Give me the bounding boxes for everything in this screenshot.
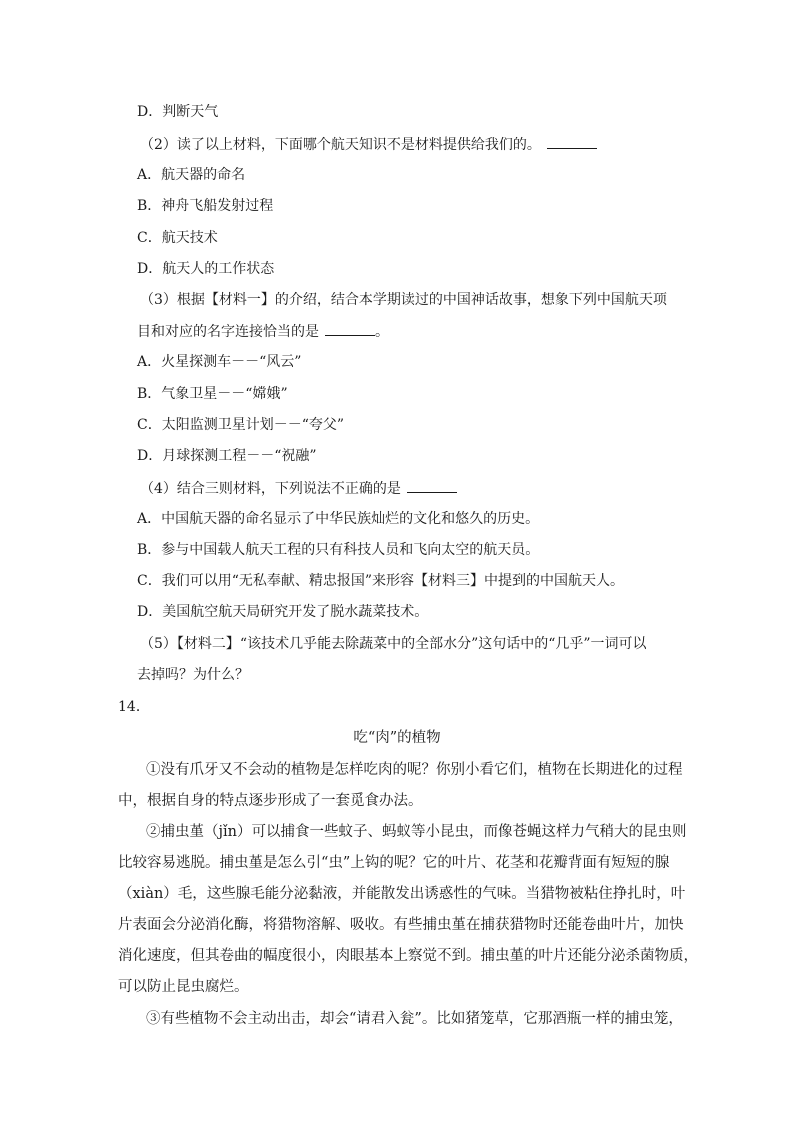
passage-line: （xiàn）毛，这些腺毛能分泌黏液，并能散发出诱惑性的气味。当猎物被粘住挣扎时，叶 (118, 886, 686, 902)
passage-line: 中，根据自身的特点逐步形成了一套觅食办法。 (118, 793, 423, 809)
q13-2-option-a: A．航天器的命名 (137, 167, 246, 183)
answer-blank[interactable] (407, 478, 457, 493)
passage-line: 消化速度，但其卷曲的幅度很小，肉眼基本上察觉不到。捕虫堇的叶片还能分泌杀菌物质， (118, 948, 698, 964)
passage-line: 片表面会分泌消化酶，将猎物溶解、吸收。有些捕虫堇在捕获猎物时还能卷曲叶片，加快 (118, 917, 684, 933)
passage-line: ③有些植物不会主动出击，却会“请君入瓮”。比如猪笼草，它那酒瓶一样的捕虫笼， (146, 1011, 683, 1027)
q13-4-option-c: C．我们可以用“无私奉献、精忠报国”来形容【材料三】中提到的中国航天人。 (137, 573, 625, 589)
q13-4-question: （4）结合三则材料，下列说法不正确的是 (140, 478, 457, 499)
q13-2-option-b: B．神舟飞船发射过程 (137, 198, 274, 214)
q13-3-question-line1: （3）根据【材料一】的介绍，结合本学期读过的中国神话故事，想象下列中国航天项 (140, 292, 667, 308)
q13-2-question: （2）读了以上材料，下面哪个航天知识不是材料提供给我们的。 (140, 134, 597, 155)
passage-title: 吃“肉”的植物 (353, 730, 441, 746)
passage-line: ②捕虫堇（jǐn）可以捕食一些蚊子、蚂蚁等小昆虫，而像苍蝇这样力气稍大的昆虫则 (146, 824, 687, 840)
passage-line: ①没有爪牙又不会动的植物是怎样吃肉的呢？你别小看它们，植物在长期进化的过程 (146, 762, 683, 778)
q13-4-option-d: D．美国航空航天局研究开发了脱水蔬菜技术。 (137, 604, 429, 620)
q13-4-option-b: B．参与中国载人航天工程的只有科技人员和飞向太空的航天员。 (137, 542, 540, 558)
q13-3-option-b: B．气象卫星－－“嫦娥” (137, 386, 288, 402)
answer-blank[interactable] (547, 134, 597, 149)
q13-5-question-line1: （5）【材料二】“该技术几乎能去除蔬菜中的全部水分”这句话中的“几乎”一词可以 (140, 636, 647, 652)
q13-2-option-c: C．航天技术 (137, 230, 218, 246)
q13-2-option-d: D．航天人的工作状态 (137, 261, 275, 277)
answer-blank[interactable] (325, 321, 375, 336)
q13-3-question-line2: 目和对应的名字连接恰当的是 。 (137, 321, 389, 342)
q13-1-option-d: D．判断天气 (137, 104, 219, 120)
question-number: 14． (118, 699, 150, 715)
q13-3-option-d: D．月球探测工程－－“祝融” (137, 448, 317, 464)
q13-5-question-line2: 去掉吗？为什么？ (137, 667, 249, 683)
passage-line: 比较容易逃脱。捕虫堇是怎么引“虫”上钩的呢？它的叶片、花茎和花瓣背面有短短的腺 (118, 855, 670, 871)
q13-3-option-c: C．太阳监测卫星计划－－“夸父” (137, 417, 345, 433)
q13-3-option-a: A．火星探测车－－“风云” (137, 354, 302, 370)
q13-4-option-a: A．中国航天器的命名显示了中华民族灿烂的文化和悠久的历史。 (137, 511, 540, 527)
passage-line: 可以防止昆虫腐烂。 (118, 979, 249, 995)
